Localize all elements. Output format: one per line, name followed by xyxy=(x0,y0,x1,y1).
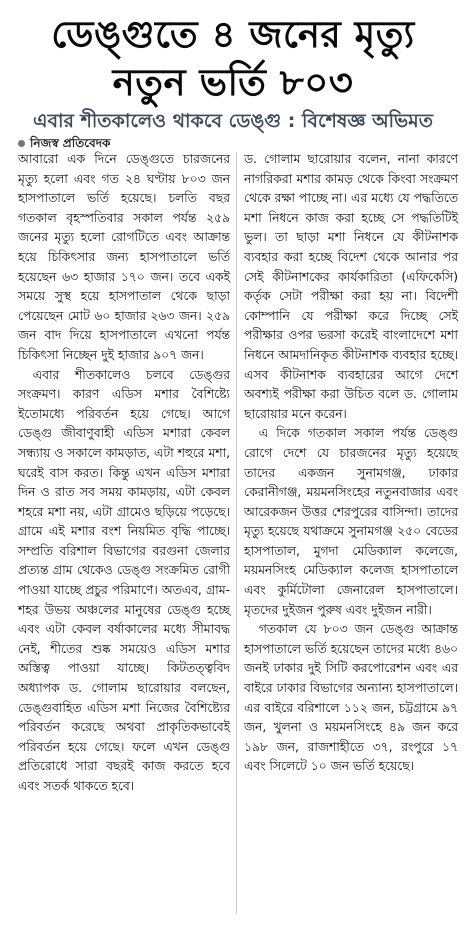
bullet-icon xyxy=(18,140,25,147)
headline-line-2: নতুন ভর্তি ৮০৩ xyxy=(112,60,354,104)
subheadline: এবার শীতকালেও থাকবে ডেঙ্গু : বিশেষজ্ঞ অভিমত xyxy=(33,110,433,132)
article-paragraph: ড. গোলাম ছারোয়ার বলেন, নানা কারণে নাগরিকরা মশার কামড় থেকে কিংবা সংক্রমণ থেকে রক্ষা পাচ্ছে না। এর মধ্যে যে পদ্ধতিতে মশা নিধনে কাজ করা হচ্ছে সে পদ্ধতিটিই ভুল। তা ছাড়া মশা নিধনে যে কীটনাশক ব্যবহার করা হচ্ছে বিদেশ থেকে আনার পর সেই কীটনাশকের কার্যকারিতা (এফিকেসি) কর্তৃক সেটা পরীক্ষা করা হয় না। বিদেশী কোম্পানি যে পরীক্ষা করে দিচ্ছে সেই পরীক্ষার ওপর ভরসা করেই বাংলাদেশে মশা নিধনে আমদানিকৃত কীটনাশক ব্যবহার হচ্ছে। এসব কীটনাশক ব্যবহারের আগে দেশে অবশ্যই পরীক্ষা করা উচিত বলে ড. গোলাম ছারোয়ার মনে করেন। xyxy=(244,152,458,421)
headline-line-1: ডেঙ্গুতে ৪ জনের মৃত্যু xyxy=(51,12,415,56)
column-divider xyxy=(236,152,237,914)
article-paragraph: এ দিকে গতকাল সকাল পর্যন্ত ডেঙ্গু রোগে দেশে যে চারজনের মৃত্যু হয়েছে তাদের একজন সুনামগঞ্জ, ঢাকার কেরানীগঞ্জ, ময়মনসিংহের নতুনবাজার এবং আরেকজন উত্তর শেরপুরের বাসিন্দা। তাদের মৃত্যু হয়েছে যথাক্রমে সুনামগঞ্জ ২৫০ বেডের হাসপাতাল, মুগদা মেডিক্যাল কলেজে, ময়মনসিংহ মেডিক্যাল কলেজ হাসপাতালে এবং কুর্মিটোলা জেনারেল হাসপাতালে। মৃতদের দুইজন পুরুষ এবং দুইজন নারী। xyxy=(244,426,458,617)
right-column xyxy=(244,150,458,923)
byline-text: নিজস্ব প্রতিবেদক xyxy=(30,136,111,150)
article-paragraph: আবারো এক দিনে ডেঙ্গুতে চারজনের মৃত্যু হলো এবং গত ২৪ ঘণ্টায় ৮০৩ জন হাসপাতালে ভর্তি হয়েছে। চলতি বছর গতকাল বৃহস্পতিবার সকাল পর্যন্ত ২৫৯ জনের মৃত্যু হলো রোগটিতে এবং আক্রান্ত হয়ে চিকিৎসার জন্য হাসপাতালে ভর্তি হয়েছেন ৬৩ হাজার ১৭০ জন। তবে একই সময়ে সুস্থ হয়ে হাসপাতাল থেকে ছাড়া পেয়েছেন মোট ৬০ হাজার ২৬৩ জন। ২৫৯ জন বাদ দিয়ে হাসপাতালে এখনো পর্যন্ত চিকিৎসা নিচ্ছেন দুই হাজার ৯০৭ জন। xyxy=(18,152,230,362)
article-paragraph: এবার শীতকালেও চলবে ডেঙ্গুর সংক্রমণ। কারণ এডিস মশার বৈশিষ্ট্যে ইতোমধ্যে পরিবর্তন হয়ে গেছে। আগে ডেঙ্গু জীবাণুবাহী এডিস মশারা কেবল সন্ধ্যায় ও সকালে কামড়াত, এটা শহুরে মশা, ঘরেই বাস করত। কিন্তু এখন এডিস মশারা দিন ও রাত সব সময় কামড়ায়, এটা কেবল শহরে মশা নয়, এটা গ্রামেও ছড়িয়ে পড়েছে। গ্রামে এই মশার বংশ নিয়মিত বৃদ্ধি পাচ্ছে। সম্প্রতি বরিশাল বিভাগের বরগুনা জেলার প্রত্যন্ত গ্রাম থেকেও ডেঙ্গু সংক্রমিত রোগী পাওয়া যাচ্ছে প্রচুর পরিমাণে। অতএব, গ্রাম-শহর উভয় অঞ্চলের মানুষের ডেঙ্গু হচ্ছে এবং এটা কেবল বর্ষাকালের মধ্যে সীমাবদ্ধ নেই, শীতের শুষ্ক সময়েও এডিস মশার অস্তিত্ব পাওয়া যাচ্ছে। কিটতত্ত্ববিদ অধ্যাপক ড. গোলাম ছারোয়ার বলছেন, ডেঙ্গুবাহিত এডিস মশা নিজের বৈশিষ্ট্যের পরিবর্তন করেছে অথবা প্রাকৃতিকভাবেই পরিবর্তন হয়ে গেছে। ফলে এখন ডেঙ্গু প্রতিরোধে সারা বছরই কাজ করতে হবে এবং সতর্ক থাকতে হবে। xyxy=(18,367,230,793)
article-paragraph: গতকাল যে ৮০৩ জন ডেঙ্গু আক্রান্ত হাসপাতালে ভর্তি হয়েছেন তাদের মধ্যে ৪৬০ জনই ঢাকার দুই সিটি করপোরেশন এবং এর বাইরে ঢাকার বিভাগের অন্যান্য হাসপাতালে। এর বাইরে বরিশালে ১১২ জন, চট্টগ্রামে ৯৭ জন, খুলনা ও ময়মনসিংহে ৪৯ জন করে ১৯৮ জন, রাজশাহীতে ৩৭, রংপুরে ১৭ এবং সিলেটে ১০ জন ভর্তি হয়েছে। xyxy=(244,622,458,774)
left-column xyxy=(18,150,230,923)
